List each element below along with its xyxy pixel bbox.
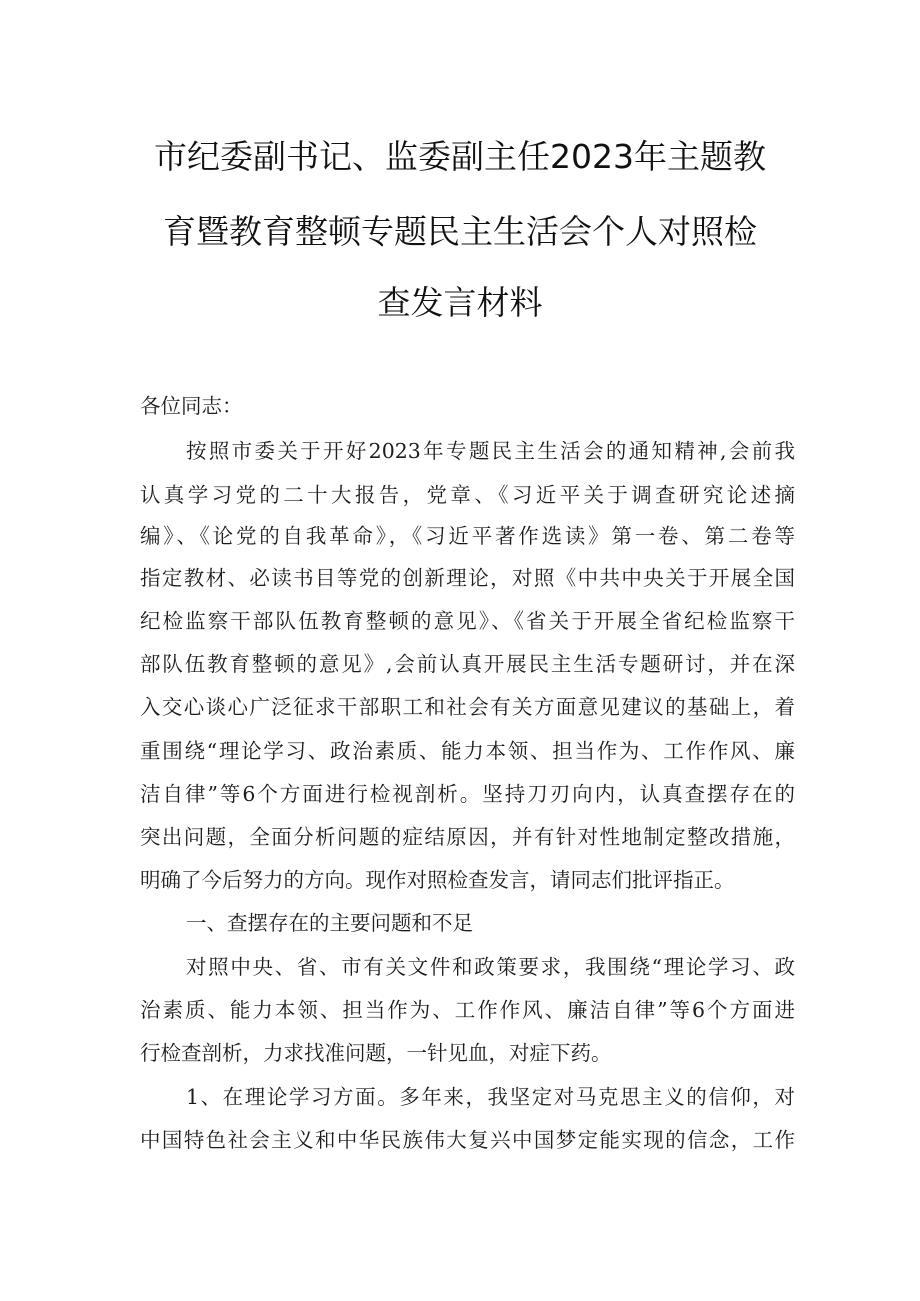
paragraph-line: 对照中央、省、市有关文件和政策要求，我围绕“理论学习、政 [186,955,795,979]
paragraph-line: 明确了今后努力的方向。现作对照检查发言，请同志们批评指正。 [140,868,735,892]
paragraph-line: 入交心谈心广泛征求干部职工和社会有关方面意见建议的基础上，着 [140,695,795,719]
paragraph-line: 部队伍教育整顿的意见》,会前认真开展民主生活专题研讨，并在深 [140,652,795,676]
paragraph-line: 行检查剖析，力求找准问题，一针见血，对症下药。 [140,1041,612,1065]
paragraph-line: 治素质、能力本领、担当作为、工作作风、廉洁自律”等6个方面进 [140,998,795,1022]
paragraph-line: 突出问题，全面分析问题的症结原因，并有针对性地制定整改措施， [140,825,795,849]
salutation: 各位同志： [140,394,243,418]
paragraph-line: 按照市委关于开好2023年专题民主生活会的通知精神,会前我 [186,439,795,463]
paragraph-line: 纪检监察干部队伍教育整顿的意见》、《省关于开展全省纪检监察干 [140,609,795,633]
document-title-line-3: 查发言材料 [377,283,543,322]
paragraph-line: 洁自律”等6个方面进行检视剖析。坚持刀刃向内，认真查摆存在的 [140,782,795,806]
document-title-line-1: 市纪委副书记、监委副主任2023年主题教 [154,137,766,176]
paragraph-line: 重围绕“理论学习、政治素质、能力本领、担当作为、工作作风、廉 [140,739,795,763]
paragraph-line: 指定教材、必读书目等党的创新理论，对照《中共中央关于开展全国 [140,566,795,590]
paragraph-line: 认真学习党的二十大报告，党章、《习近平关于调查研究论述摘 [140,483,795,507]
section-heading: 一、查摆存在的主要问题和不足 [186,911,473,935]
paragraph-line: 1、在理论学习方面。多年来，我坚定对马克思主义的信仰，对 [186,1085,795,1109]
paragraph-line: 中国特色社会主义和中华民族伟大复兴中国梦定能实现的信念，工作 [140,1128,795,1152]
document-title-line-2: 育暨教育整顿专题民主生活会个人对照检 [163,212,757,251]
paragraph-line: 编》、《论党的自我革命》，《习近平著作选读》第一卷、第二卷等 [140,524,795,548]
